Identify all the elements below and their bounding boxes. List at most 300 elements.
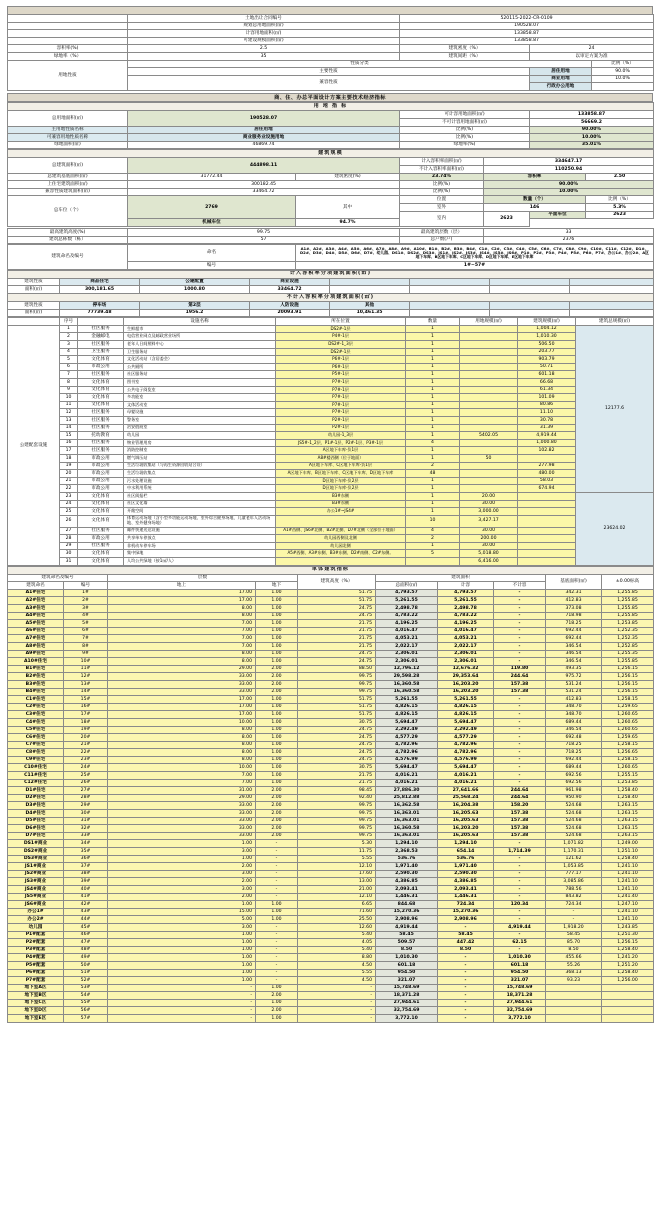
building-total-area: 15,748.69	[376, 984, 438, 992]
facility-col-header: 序号	[60, 318, 78, 326]
floors-below-ground: 2.00	[256, 1007, 298, 1015]
building-counted-area: 4,577.29	[438, 734, 494, 742]
building-uncounted-area: -	[494, 718, 546, 726]
facility-side-pad	[8, 318, 60, 326]
building-counted-area: 536.76	[438, 855, 494, 863]
building-name: A8#住宅	[8, 642, 64, 650]
building-uncounted-area: -	[494, 885, 546, 893]
facility-land-scale: 30.00	[460, 527, 518, 535]
facility-building-scale	[518, 527, 576, 535]
floors-above-ground: 8.00	[108, 658, 256, 666]
building-total-area: 4,016.21	[376, 772, 438, 780]
building-number: 47#	[64, 939, 108, 947]
facility-location: D区地下车库-负2层	[276, 477, 406, 485]
building-row	[8, 939, 654, 947]
building-number: 49#	[64, 954, 108, 962]
building-base-area: 788.56	[546, 885, 602, 893]
building-elevation: 1,260.65	[602, 718, 654, 726]
floors-above-ground: -	[108, 1007, 256, 1015]
building-uncounted-area: -	[494, 893, 546, 901]
split-property-name	[490, 302, 570, 310]
building-counted-area: 2,306.01	[438, 650, 494, 658]
building-counted-area: 1,294.10	[438, 840, 494, 848]
header-pad	[8, 30, 128, 38]
building-name: 地下室E区	[8, 1015, 64, 1023]
facility-land-scale	[460, 325, 518, 333]
facility-quantity: 1	[406, 500, 460, 508]
building-uncounted-area: 157.38	[494, 688, 546, 696]
building-number: 33#	[64, 832, 108, 840]
floors-below-ground: -	[256, 863, 298, 871]
building-base-area: 348.70	[546, 711, 602, 719]
floors-above-ground: 33.00	[108, 802, 256, 810]
building-row	[8, 878, 654, 886]
building-elevation: 1,256.15	[602, 665, 654, 673]
facility-name: 开敞空间	[124, 508, 276, 516]
facility-land-scale	[460, 386, 518, 394]
building-height: 99.75	[298, 817, 376, 825]
building-number: 54#	[64, 992, 108, 1000]
facility-quantity: 1	[406, 417, 460, 425]
facility-name: 文化活动站（含居委会）	[124, 356, 276, 364]
facility-index: 4	[60, 348, 78, 356]
building-elevation: 1,241.10	[602, 870, 654, 878]
building-counted-area: 4,386.85	[438, 878, 494, 886]
split-area-value: 1000.80	[140, 286, 250, 294]
building-counted-area: 4,053.21	[438, 635, 494, 643]
facility-quantity: 1	[406, 363, 460, 371]
building-uncounted-area: -	[494, 658, 546, 666]
facility-category: 社区服务	[78, 417, 124, 425]
facility-col-header: 设施名称	[124, 318, 276, 326]
facility-name: 生鲜超市	[124, 325, 276, 333]
facility-location: 幼儿园-1_3层	[276, 432, 406, 440]
building-counted-area: 5,261.55	[438, 696, 494, 704]
building-height: 51.75	[298, 597, 376, 605]
building-height: 30.75	[298, 764, 376, 772]
nofar-area-label: 面积(㎡)	[8, 309, 60, 317]
building-uncounted-area: -	[494, 779, 546, 787]
building-uncounted-area: 15,748.69	[494, 984, 546, 992]
uncounted-area-header: 不计容	[494, 582, 546, 590]
building-name: JS1#商业	[8, 863, 64, 871]
facility-location: P7#-1层	[276, 379, 406, 387]
facility-building-scale	[518, 500, 576, 508]
building-name: 地下室B区	[8, 992, 64, 1000]
building-elevation: 1,255.85	[602, 658, 654, 666]
building-total-area: 4,053.21	[376, 635, 438, 643]
floors-above-ground: 29.00	[108, 665, 256, 673]
facility-row	[8, 447, 654, 455]
floors-above-ground: 7.00	[108, 772, 256, 780]
building-row	[8, 901, 654, 909]
facility-name: 公共电子阅览室	[124, 386, 276, 394]
facility-land-scale: 50	[460, 454, 518, 462]
facility-location: P7#-1层	[276, 401, 406, 409]
facility-header-row	[8, 318, 654, 326]
facility-index: 20	[60, 470, 78, 478]
facility-row	[8, 492, 654, 500]
building-height: 5.55	[298, 969, 376, 977]
building-height: -	[298, 992, 376, 1000]
building-uncounted-area: 157.38	[494, 832, 546, 840]
split-area-value: 33464.72	[250, 286, 330, 294]
floors-below-ground: 1.00	[256, 1015, 298, 1023]
building-counted-area: -	[438, 961, 494, 969]
mechanical-parking-label: 机械车位	[128, 219, 296, 227]
building-name: B2#住宅	[8, 673, 64, 681]
floors-above-ground: 8.00	[108, 749, 256, 757]
building-counted-area: 4,016.47	[438, 627, 494, 635]
floors-above-ground: 1.00	[108, 901, 256, 909]
outdoor-parking-ratio: 5.3%	[586, 203, 654, 211]
building-number: 18#	[64, 718, 108, 726]
page-title: 商、住、办总平面设计方案主要技术经济指标	[8, 93, 653, 101]
facility-name: 警务室	[124, 417, 276, 425]
green-rate-value: 35.01%	[530, 141, 654, 149]
facility-building-scale	[518, 508, 576, 516]
building-row	[8, 992, 654, 1000]
split-area-value	[330, 286, 410, 294]
facility-subtotal: 12177.6	[576, 325, 654, 492]
building-counted-area: 4,826.15	[438, 703, 494, 711]
building-name: C12#住宅	[8, 779, 64, 787]
split-area-value	[490, 309, 570, 317]
header-pair-value-right: 以审定方案为准	[530, 52, 654, 60]
split-property-name	[330, 278, 410, 286]
facility-location: DS2#-1层	[276, 348, 406, 356]
building-total-area: 1,971.40	[376, 863, 438, 871]
building-row	[8, 711, 654, 719]
facility-index: 26	[60, 515, 78, 527]
split-property-name	[490, 278, 570, 286]
building-name: P7#配套	[8, 977, 64, 985]
building-total-area: 1,446.31	[376, 893, 438, 901]
building-row	[8, 923, 654, 931]
building-number: 45#	[64, 923, 108, 931]
building-base-area: 1,053.85	[546, 863, 602, 871]
building-counted-area: 2,908.96	[438, 916, 494, 924]
building-row	[8, 848, 654, 856]
facility-row	[8, 485, 654, 493]
floors-below-ground: 1.00	[256, 658, 298, 666]
facility-name: 物业管理用房	[124, 439, 276, 447]
facility-name: 中水利用系统	[124, 485, 276, 493]
building-uncounted-area: -	[494, 749, 546, 757]
facility-name: 文体活动室	[124, 401, 276, 409]
floors-below-ground: 1.00	[256, 635, 298, 643]
indoor-parking-label: 室内	[400, 211, 484, 226]
facility-index: 19	[60, 462, 78, 470]
floors-above-ground: 2.00	[108, 893, 256, 901]
building-total-area: 601.18	[376, 961, 438, 969]
building-total-area: 4,016.47	[376, 627, 438, 635]
naming-sublabel: 命名	[128, 245, 296, 262]
building-name: D3#住宅	[8, 802, 64, 810]
facility-index: 28	[60, 535, 78, 543]
building-name: A9#住宅	[8, 650, 64, 658]
residential-ratio-label: 比例(%)	[400, 181, 484, 189]
building-base-area: 718.25	[546, 749, 602, 757]
building-base-area: 692.56	[546, 772, 602, 780]
facility-category: 社区服务	[78, 447, 124, 455]
main-nature-label: 主用地性质名称	[8, 126, 128, 134]
building-base-area	[546, 999, 602, 1007]
building-height: 8.80	[298, 954, 376, 962]
building-height: 30.75	[298, 718, 376, 726]
building-uncounted-area: 3,772.10	[494, 1015, 546, 1023]
facility-row	[8, 401, 654, 409]
building-row	[8, 673, 654, 681]
split-property-name	[570, 278, 654, 286]
facility-index: 1	[60, 325, 78, 333]
facility-category: 社区服务	[78, 439, 124, 447]
building-name: DS1#商业	[8, 840, 64, 848]
building-number: 46#	[64, 931, 108, 939]
facility-subtotal: 23624.02	[576, 492, 654, 565]
facility-location	[276, 557, 406, 565]
floors-below-ground: -	[256, 939, 298, 947]
building-row	[8, 954, 654, 962]
building-uncounted-area: -	[494, 863, 546, 871]
floors-below-ground: 1.00	[256, 642, 298, 650]
floors-above-ground: 1.00	[108, 969, 256, 977]
facility-category: 文化体育	[78, 386, 124, 394]
floors-below-ground: 1.00	[256, 605, 298, 613]
building-counted-area: 16,204.38	[438, 802, 494, 810]
building-uncounted-area: 601.18	[494, 961, 546, 969]
building-row	[8, 802, 654, 810]
building-total-area: 4,782.96	[376, 741, 438, 749]
header-pair-label-right: 建筑间距（%）	[400, 52, 530, 60]
building-name: 幼儿园	[8, 923, 64, 931]
building-count-value: 57	[128, 236, 400, 244]
facility-name: 体育运动场地（含小型多功能运动场地、室外综合健身场地、儿童老年人活动场地、室外健身场地）	[124, 515, 276, 527]
facility-category: 市政公用	[78, 462, 124, 470]
facility-quantity: 1	[406, 341, 460, 349]
building-height: 5.40	[298, 931, 376, 939]
building-row	[8, 749, 654, 757]
building-uncounted-area: -	[494, 870, 546, 878]
building-counted-area: 2,022.17	[438, 642, 494, 650]
mechanical-parking-ratio: 94.7%	[296, 219, 400, 227]
building-height: 51.75	[298, 711, 376, 719]
building-total-area: 4,196.25	[376, 620, 438, 628]
facility-land-scale	[460, 371, 518, 379]
building-uncounted-area: 4,919.44	[494, 923, 546, 931]
building-elevation	[602, 1007, 654, 1015]
floors-above-ground: 33.00	[108, 810, 256, 818]
building-elevation: 1,258.40	[602, 969, 654, 977]
facility-building-scale: 31.39	[518, 424, 576, 432]
parking-ratio-header: 比例（%）	[586, 196, 654, 204]
facility-quantity: 1	[406, 477, 460, 485]
facility-location: 办公1#~JS4#	[276, 508, 406, 516]
total-parking-label: 总车位（个）	[8, 196, 128, 226]
building-height: 11.75	[298, 848, 376, 856]
nature-item-name: 行政办公用地	[530, 83, 592, 91]
facility-category: 社区服务	[78, 325, 124, 333]
facility-location: P2#-1层	[276, 424, 406, 432]
building-uncounted-area: -	[494, 627, 546, 635]
building-counted-area: 2,093.41	[438, 885, 494, 893]
facility-category: 文化体育	[78, 515, 124, 527]
building-elevation: 1,258.40	[602, 946, 654, 954]
facility-land-scale	[460, 485, 518, 493]
building-elevation: 1,252.35	[602, 627, 654, 635]
counted-area-header: 计容	[438, 582, 494, 590]
residential-area-value: 300182.45	[128, 181, 400, 189]
total-building-area-value: 444898.11	[128, 158, 400, 173]
total-land-area-label: 总用地面积(㎡)	[8, 111, 128, 126]
floors-above-ground: 17.00	[108, 597, 256, 605]
facility-index: 31	[60, 557, 78, 565]
facility-name: 生活垃圾收集点	[124, 470, 276, 478]
facility-quantity: 2	[406, 535, 460, 543]
facility-index: 16	[60, 439, 78, 447]
building-total-area: 4,826.15	[376, 703, 438, 711]
facility-col-header: 用地规模(㎡)	[460, 318, 518, 326]
floors-above-ground: 3.00	[108, 923, 256, 931]
facility-quantity: 1	[406, 447, 460, 455]
building-name: D5#住宅	[8, 817, 64, 825]
facility-building-scale	[518, 515, 576, 527]
facility-building-scale: 11.10	[518, 409, 576, 417]
building-row	[8, 597, 654, 605]
outdoor-parking-count: 146	[484, 203, 586, 211]
facility-row	[8, 557, 654, 565]
header-label: 土地出让合同编号	[128, 15, 400, 23]
facility-category: 文化体育	[78, 492, 124, 500]
facility-category: 文化体育	[78, 394, 124, 402]
building-base-area: 1,170.31	[546, 848, 602, 856]
building-number: 51#	[64, 969, 108, 977]
facility-col-header: 建筑总规模(㎡)	[576, 318, 654, 326]
residential-ratio-value: 90.00%	[484, 181, 654, 189]
building-total-area: 4,793.57	[376, 589, 438, 597]
building-height: 98.45	[298, 787, 376, 795]
building-base-area: 342.31	[546, 589, 602, 597]
building-number: 36#	[64, 855, 108, 863]
green-area-label: 绿地面积(㎡)	[8, 141, 128, 149]
building-base-area	[546, 992, 602, 1000]
building-elevation: 1,253.85	[602, 779, 654, 787]
floors-above-ground: 8.00	[108, 756, 256, 764]
facility-name: 人均公共绿地（按1㎡/人）	[124, 557, 276, 565]
floors-below-ground: 2.00	[256, 787, 298, 795]
facility-index: 23	[60, 492, 78, 500]
building-base-area: 692.44	[546, 627, 602, 635]
split-property-name	[570, 302, 654, 310]
floors-above-ground: 8.00	[108, 741, 256, 749]
floors-above-ground: 1.00	[108, 977, 256, 985]
floors-above-ground: 33.00	[108, 817, 256, 825]
floors-below-ground: 1.00	[256, 741, 298, 749]
building-base-area: 55.26	[546, 961, 602, 969]
facility-building-scale: 30.78	[518, 417, 576, 425]
building-uncounted-area: -	[494, 605, 546, 613]
header-pair-row	[8, 52, 654, 60]
not-allowed-far-land-label: 不可计容用地面积(㎡)	[400, 118, 530, 126]
building-total-area: 58.45	[376, 931, 438, 939]
facility-location: B3#东侧	[276, 500, 406, 508]
floors-below-ground: -	[256, 885, 298, 893]
building-number: 55#	[64, 999, 108, 1007]
facility-location: P7#-1层	[276, 386, 406, 394]
building-elevation: 1,258.40	[602, 855, 654, 863]
building-number: 26#	[64, 779, 108, 787]
facility-name: 治安值班室	[124, 424, 276, 432]
building-height: 5.55	[298, 855, 376, 863]
building-row	[8, 961, 654, 969]
compatible-nature-label: 可兼容用地性质名称	[8, 134, 128, 142]
building-base-area: 843.82	[546, 893, 602, 901]
building-total-area: 2,306.01	[376, 650, 438, 658]
building-name: P3#配套	[8, 946, 64, 954]
floors-above-ground: 17.00	[108, 711, 256, 719]
building-total-area: 16,360.58	[376, 825, 438, 833]
floors-below-ground: 2.00	[256, 832, 298, 840]
building-counted-area: 1,971.40	[438, 863, 494, 871]
building-scale-table	[7, 149, 654, 244]
facility-index: 17	[60, 447, 78, 455]
facility-land-scale	[460, 356, 518, 364]
facility-index: 2	[60, 333, 78, 341]
building-name: D7#住宅	[8, 832, 64, 840]
building-elevation: 1,255.85	[602, 612, 654, 620]
building-uncounted-area: -	[494, 916, 546, 924]
building-uncounted-area: -	[494, 635, 546, 643]
building-name: D6#住宅	[8, 825, 64, 833]
floors-above-ground: 8.00	[108, 612, 256, 620]
building-elevation: 1,258.15	[602, 696, 654, 704]
facility-row	[8, 386, 654, 394]
header-pad	[8, 15, 128, 23]
floors-below-ground: 2.00	[256, 810, 298, 818]
land-nature-label: 用地性质	[8, 60, 128, 90]
building-counted-area: 4,782.96	[438, 749, 494, 757]
split-property-name: 商业设施	[250, 278, 330, 286]
building-elevation	[602, 999, 654, 1007]
building-number: 22#	[64, 749, 108, 757]
facility-row	[8, 500, 654, 508]
facility-land-scale	[460, 417, 518, 425]
floors-below-ground: -	[256, 961, 298, 969]
building-height: -	[298, 999, 376, 1007]
floors-above-ground: 3.00	[108, 870, 256, 878]
building-number: 9#	[64, 650, 108, 658]
building-total-area: 2,022.17	[376, 642, 438, 650]
flat-parking-count: 2623	[586, 211, 654, 219]
floors-above-ground: 33.00	[108, 688, 256, 696]
building-elevation: 1,256.65	[602, 749, 654, 757]
building-number: 6#	[64, 627, 108, 635]
facility-land-scale	[460, 348, 518, 356]
floors-below-ground: -	[256, 893, 298, 901]
building-base-area: 412.83	[546, 696, 602, 704]
building-uncounted-area: -	[494, 908, 546, 916]
building-height: 99.75	[298, 680, 376, 688]
facility-building-scale: 58.03	[518, 477, 576, 485]
facility-name: 图书室	[124, 379, 276, 387]
facility-land-scale: 3,000.00	[460, 508, 518, 516]
facility-index: 25	[60, 508, 78, 516]
nature-ratio-header: 比例（%）	[592, 60, 654, 68]
building-name: C3#住宅	[8, 711, 64, 719]
building-height: 13.00	[298, 878, 376, 886]
facility-row	[8, 371, 654, 379]
header-pair-label-left: 绿地率（%）	[8, 52, 128, 60]
